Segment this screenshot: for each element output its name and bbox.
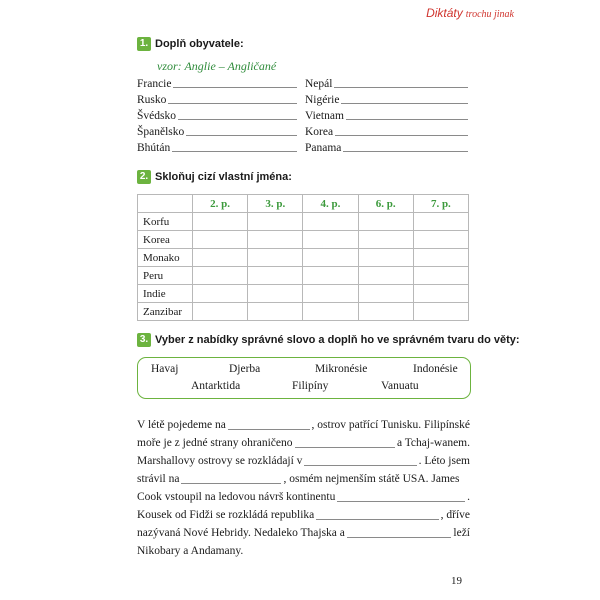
- column-header: 7. p.: [413, 195, 468, 213]
- page-number: 19: [451, 575, 462, 587]
- country-label: Bhútán: [137, 142, 171, 154]
- choice-word: Havaj: [151, 363, 179, 375]
- choice-word: Antarktida: [191, 380, 241, 392]
- answer-cell[interactable]: [248, 231, 303, 249]
- answer-cell[interactable]: [303, 231, 358, 249]
- answer-cell[interactable]: [358, 267, 413, 285]
- country-label: Vietnam: [305, 110, 344, 122]
- blank-field[interactable]: [181, 474, 281, 484]
- text-segment: Nikobary a Andamany.: [137, 544, 244, 557]
- text-segment: leží: [453, 526, 470, 539]
- choice-word: Indonésie: [413, 363, 458, 375]
- answer-line[interactable]: [346, 109, 468, 120]
- answer-cell[interactable]: [413, 303, 468, 321]
- answer-cell[interactable]: [358, 213, 413, 231]
- table-row: [138, 285, 469, 303]
- task-3-heading: [137, 333, 520, 347]
- text-segment: Kousek od Fidži se rozkládá republika: [137, 508, 315, 521]
- answer-row[interactable]: [305, 93, 468, 106]
- row-label: Indie: [138, 285, 193, 303]
- text-segment: , osmém nejmenším státě USA. James: [283, 472, 460, 485]
- answer-cell[interactable]: [248, 267, 303, 285]
- answer-row[interactable]: [137, 141, 297, 154]
- task-3-number: 3.: [137, 333, 151, 347]
- task-1-heading: [137, 37, 244, 51]
- country-label: Španělsko: [137, 126, 185, 138]
- text-segment: Cook vstoupil na ledovou návrš kontinentu: [137, 490, 336, 503]
- row-label: Zanzibar: [138, 303, 193, 321]
- answer-cell[interactable]: [413, 213, 468, 231]
- answer-cell[interactable]: [303, 249, 358, 267]
- paragraph-line: [137, 416, 470, 434]
- task-1-example: vzor: Anglie – Angličané: [157, 59, 277, 73]
- answer-row[interactable]: [305, 141, 468, 154]
- answer-cell[interactable]: [303, 303, 358, 321]
- text-segment: strávil na: [137, 472, 180, 485]
- text-segment: , dříve: [440, 508, 470, 521]
- answer-cell[interactable]: [358, 231, 413, 249]
- answer-line[interactable]: [186, 125, 297, 136]
- table-row: [138, 249, 469, 267]
- answer-cell[interactable]: [303, 267, 358, 285]
- answer-row[interactable]: [305, 109, 468, 122]
- answer-row[interactable]: [137, 125, 297, 138]
- paragraph-line: [137, 506, 470, 524]
- paragraph-line: [137, 434, 470, 452]
- task-2-number: 2.: [137, 170, 151, 184]
- country-label: Švédsko: [137, 110, 176, 122]
- answer-cell[interactable]: [193, 303, 248, 321]
- country-label: Nepál: [305, 78, 333, 90]
- answer-line[interactable]: [334, 77, 468, 88]
- answer-line[interactable]: [168, 93, 297, 104]
- answer-row[interactable]: [305, 125, 468, 138]
- table-row: [138, 231, 469, 249]
- answer-row[interactable]: [305, 77, 468, 90]
- column-header: 4. p.: [303, 195, 358, 213]
- answer-line[interactable]: [343, 141, 468, 152]
- blank-field[interactable]: [337, 492, 465, 502]
- header-title: Diktáty: [426, 6, 463, 20]
- answer-cell[interactable]: [303, 285, 358, 303]
- paragraph-line: [137, 542, 470, 560]
- text-segment: , ostrov patřící Tunisku. Filipínské: [311, 418, 470, 431]
- answer-cell[interactable]: [358, 285, 413, 303]
- task-2-label: Skloňuj cizí vlastní jména:: [155, 171, 292, 183]
- country-label: Nigérie: [305, 94, 340, 106]
- answer-cell[interactable]: [413, 285, 468, 303]
- answer-line[interactable]: [173, 77, 297, 88]
- blank-field[interactable]: [295, 438, 395, 448]
- row-label: Peru: [138, 267, 193, 285]
- blank-field[interactable]: [304, 456, 416, 466]
- answer-cell[interactable]: [193, 267, 248, 285]
- choice-word: Filipíny: [292, 380, 329, 392]
- country-label: Rusko: [137, 94, 167, 106]
- answer-cell[interactable]: [193, 249, 248, 267]
- column-header: [138, 195, 193, 213]
- country-label: Panama: [305, 142, 342, 154]
- column-header: 6. p.: [358, 195, 413, 213]
- header-subtitle: trochu jinak: [465, 9, 514, 20]
- answer-cell[interactable]: [248, 285, 303, 303]
- answer-cell[interactable]: [193, 231, 248, 249]
- row-label: Korfu: [138, 213, 193, 231]
- country-label: Korea: [305, 126, 334, 138]
- answer-row[interactable]: [137, 109, 297, 122]
- table-row: [138, 213, 469, 231]
- answer-cell[interactable]: [413, 231, 468, 249]
- column-header: 2. p.: [193, 195, 248, 213]
- text-segment: . Léto jsem: [418, 454, 470, 467]
- paragraph-line: [137, 524, 470, 542]
- country-label: Francie: [137, 78, 172, 90]
- answer-row[interactable]: [137, 93, 297, 106]
- choice-word: Vanuatu: [381, 380, 419, 392]
- answer-cell[interactable]: [193, 285, 248, 303]
- answer-line[interactable]: [335, 125, 468, 136]
- task-1-label: Doplň obyvatele:: [155, 38, 244, 50]
- text-segment: Marshallovy ostrovy se rozkládají v: [137, 454, 303, 467]
- declension-table: [137, 194, 469, 321]
- answer-cell[interactable]: [248, 249, 303, 267]
- answer-line[interactable]: [341, 93, 468, 104]
- page-header: [426, 6, 514, 21]
- choice-word: Mikronésie: [315, 363, 368, 375]
- answer-cell[interactable]: [358, 303, 413, 321]
- text-segment: V létě pojedeme na: [137, 418, 226, 431]
- answer-cell[interactable]: [358, 249, 413, 267]
- answer-cell[interactable]: [303, 213, 358, 231]
- blank-field[interactable]: [347, 528, 452, 538]
- choice-word: Djerba: [229, 363, 261, 375]
- column-header: 3. p.: [248, 195, 303, 213]
- text-segment: nazývaná Nové Hebridy. Nedaleko Thajska a: [137, 526, 345, 539]
- blank-field[interactable]: [316, 510, 438, 520]
- task-3-label: Vyber z nabídky správné slovo a doplň ho ve správném tvaru do věty:: [155, 334, 520, 346]
- table-row: [138, 303, 469, 321]
- paragraph-line: [137, 470, 470, 488]
- answer-line[interactable]: [172, 141, 297, 152]
- paragraph-line: [137, 488, 470, 506]
- text-segment: a Tchaj-wanem.: [396, 436, 470, 449]
- text-segment: .: [467, 490, 470, 503]
- answer-cell[interactable]: [248, 303, 303, 321]
- text-segment: moře je z jedné strany ohraničeno: [137, 436, 293, 449]
- table-header-row: [138, 195, 469, 213]
- row-label: Korea: [138, 231, 193, 249]
- word-choice-box: [137, 357, 471, 399]
- table-row: [138, 267, 469, 285]
- row-label: Monako: [138, 249, 193, 267]
- answer-cell[interactable]: [413, 249, 468, 267]
- answer-line[interactable]: [178, 109, 297, 120]
- paragraph-line: [137, 452, 470, 470]
- answer-cell[interactable]: [193, 213, 248, 231]
- blank-field[interactable]: [228, 420, 310, 430]
- answer-cell[interactable]: [248, 213, 303, 231]
- answer-row[interactable]: [137, 77, 297, 90]
- answer-cell[interactable]: [413, 267, 468, 285]
- task-2-heading: [137, 170, 292, 184]
- task-1-number: 1.: [137, 37, 151, 51]
